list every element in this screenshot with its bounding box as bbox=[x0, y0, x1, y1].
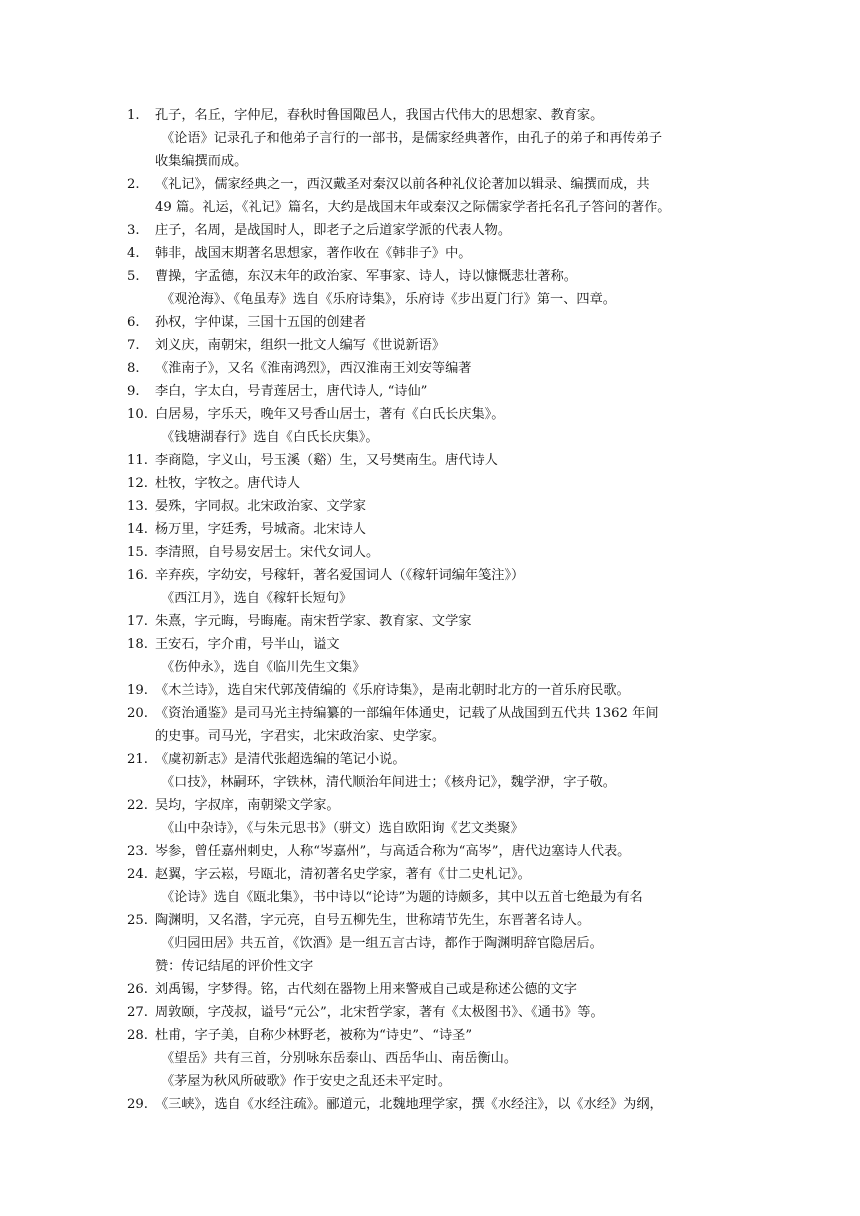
list-item bbox=[0, 909, 860, 932]
list-item-text: 《三峡》，选自《水经注疏》。郦道元，北魏地理学家，撰《水经注》，以《水经》为纲， bbox=[155, 1097, 663, 1112]
list-item-continuation bbox=[0, 426, 860, 449]
list-item-number: 7. bbox=[127, 338, 140, 353]
list-item bbox=[0, 265, 860, 288]
list-item bbox=[0, 173, 860, 196]
list-item-number: 12. bbox=[127, 476, 148, 491]
list-item-text: 韩非，战国末期著名思想家，著作收在《韩非子》中。 bbox=[155, 246, 472, 261]
list-item bbox=[0, 495, 860, 518]
list-item-number: 14. bbox=[127, 522, 148, 537]
list-item-continuation bbox=[0, 886, 860, 909]
list-item bbox=[0, 219, 860, 242]
list-item bbox=[0, 334, 860, 357]
list-item bbox=[0, 748, 860, 771]
list-item-number: 17. bbox=[127, 614, 148, 629]
list-item-number: 13. bbox=[127, 499, 148, 514]
list-item-text: 王安石，字介甫，号半山，谥文 bbox=[155, 637, 340, 652]
list-item-number: 2. bbox=[127, 177, 140, 192]
list-item bbox=[0, 104, 860, 127]
list-item-text: 《望岳》共有三首，分别咏东岳泰山、西岳华山、南岳衡山。 bbox=[161, 1051, 518, 1066]
list-item-number: 16. bbox=[127, 568, 148, 583]
list-item bbox=[0, 1024, 860, 1047]
list-item-text: 《虞初新志》是清代张超选编的笔记小说。 bbox=[155, 752, 406, 767]
list-item-number: 24. bbox=[127, 867, 148, 882]
list-item-text: 陶渊明，又名潜，字元亮，自号五柳先生，世称靖节先生，东晋著名诗人。 bbox=[155, 913, 591, 928]
list-item bbox=[0, 679, 860, 702]
list-item-number: 15. bbox=[127, 545, 148, 560]
list-item-number: 25. bbox=[127, 913, 148, 928]
list-item-text: 赵翼，字云崧，号瓯北，清初著名史学家，著有《廿二史札记》。 bbox=[155, 867, 531, 882]
list-item-number: 19. bbox=[127, 683, 148, 698]
list-item bbox=[0, 610, 860, 633]
list-item-number: 28. bbox=[127, 1028, 148, 1043]
list-item-text: 《论语》记录孔子和他弟子言行的一部书，是儒家经典著作，由孔子的弟子和再传弟子 bbox=[161, 131, 663, 146]
list-item-number: 1. bbox=[127, 108, 140, 123]
list-item-number: 8. bbox=[127, 361, 140, 376]
list-item-number: 18. bbox=[127, 637, 148, 652]
list-item-number: 10. bbox=[127, 407, 148, 422]
list-item-number: 3. bbox=[127, 223, 140, 238]
list-item-text: 周敦颐，字茂叔，谥号“元公”，北宋哲学家，著有《太极图书》、《通书》等。 bbox=[155, 1005, 604, 1020]
list-item bbox=[0, 403, 860, 426]
list-item bbox=[0, 242, 860, 265]
list-item-continuation bbox=[0, 725, 860, 748]
list-item-number: 5. bbox=[127, 269, 140, 284]
list-item-text: 杜牧，字牧之。唐代诗人 bbox=[155, 476, 301, 491]
list-item-number: 11. bbox=[127, 453, 148, 468]
list-item bbox=[0, 311, 860, 334]
list-item bbox=[0, 357, 860, 380]
list-item-number: 22. bbox=[127, 798, 148, 813]
list-item-text: 曹操，字孟德，东汉末年的政治家、军事家、诗人，诗以慷慨悲壮著称。 bbox=[155, 269, 577, 284]
list-item-text: 赞：传记结尾的评价性文字 bbox=[155, 959, 314, 974]
list-item-text: 《资治通鉴》是司马光主持编纂的一部编年体通史，记载了从战国到五代共 1362 年间 bbox=[155, 706, 659, 721]
list-item-continuation bbox=[0, 771, 860, 794]
list-item-text: 《西江月》，选自《稼轩长短句》 bbox=[161, 591, 353, 606]
list-item-number: 23. bbox=[127, 844, 148, 859]
list-item-text: 刘禹锡，字梦得。铭，古代刻在器物上用来警戒自己或是称述公德的文字 bbox=[155, 982, 577, 997]
list-item-text: 杨万里，字廷秀，号城斋。北宋诗人 bbox=[155, 522, 366, 537]
list-item-text: 《口技》，林嗣环，字铁林，清代顺治年间进士；《核舟记》，魏学洢，字子敬。 bbox=[161, 775, 616, 790]
list-item bbox=[0, 472, 860, 495]
list-item-text: 收集编撰而成。 bbox=[155, 154, 248, 169]
notes-list bbox=[0, 104, 860, 1116]
list-item-number: 27. bbox=[127, 1005, 148, 1020]
list-item-number: 20. bbox=[127, 706, 148, 721]
list-item-number: 26. bbox=[127, 982, 148, 997]
list-item bbox=[0, 840, 860, 863]
list-item-text: 李商隐，字义山，号玉溪（谿）生，又号樊南生。唐代诗人 bbox=[155, 453, 498, 468]
list-item-number: 29. bbox=[127, 1097, 148, 1112]
list-item-text: 《礼记》，儒家经典之一，西汉戴圣对秦汉以前各种礼仪论著加以辑录、编撰而成，共 bbox=[155, 177, 650, 192]
list-item-continuation bbox=[0, 587, 860, 610]
list-item-text: 《伤仲永》，选自《临川先生文集》 bbox=[161, 660, 366, 675]
list-item-text: 杜甫，字子美，自称少林野老，被称为“诗史”、“诗圣” bbox=[155, 1028, 473, 1043]
list-item-text: 白居易，字乐天，晚年又号香山居士，著有《白氏长庆集》。 bbox=[155, 407, 505, 422]
list-item-continuation bbox=[0, 817, 860, 840]
list-item-text: 李白，字太白，号青莲居士，唐代诗人, “诗仙” bbox=[155, 384, 428, 399]
list-item-text: 吴均，字叔庠，南朝梁文学家。 bbox=[155, 798, 340, 813]
list-item-number: 4. bbox=[127, 246, 140, 261]
list-item-continuation bbox=[0, 1070, 860, 1093]
list-item bbox=[0, 449, 860, 472]
list-item-text: 刘义庆，南朝宋，组织一批文人编写《世说新语》 bbox=[155, 338, 446, 353]
list-item-text: 的史事。司马光，字君实，北宋政治家、史学家。 bbox=[155, 729, 446, 744]
list-item-continuation bbox=[0, 1047, 860, 1070]
list-item-continuation bbox=[0, 656, 860, 679]
list-item-text: 《山中杂诗》，《与朱元思书》（骈文）选自欧阳询《艺文类聚》 bbox=[161, 821, 524, 836]
list-item-continuation bbox=[0, 127, 860, 150]
list-item-text: 庄子，名周，是战国时人，即老子之后道家学派的代表人物。 bbox=[155, 223, 512, 238]
list-item bbox=[0, 1093, 860, 1116]
list-item-text: 朱熹，字元晦，号晦庵。南宋哲学家、教育家、文学家 bbox=[155, 614, 472, 629]
list-item bbox=[0, 518, 860, 541]
list-item-text: 辛弃疾，字幼安，号稼轩，著名爱国词人（《稼轩词编年笺注》） bbox=[155, 568, 525, 583]
list-item-number: 21. bbox=[127, 752, 148, 767]
list-item bbox=[0, 978, 860, 1001]
list-item bbox=[0, 380, 860, 403]
list-item bbox=[0, 794, 860, 817]
list-item-text: 《观沧海》、《龟虽寿》选自《乐府诗集》，乐府诗《步出夏门行》第一、四章。 bbox=[161, 292, 616, 307]
list-item-text: 49 篇。礼运，《礼记》篇名，大约是战国末年或秦汉之际儒家学者托名孔子答问的著作。 bbox=[155, 200, 671, 215]
list-item-text: 《木兰诗》，选自宋代郭茂倩编的《乐府诗集》，是南北朝时北方的一首乐府民歌。 bbox=[155, 683, 630, 698]
list-item-text: 《论诗》选自《瓯北集》，书中诗以“论诗”为题的诗颇多，其中以五首七绝最为有名 bbox=[161, 890, 643, 905]
list-item-text: 孙权，字仲谋，三国十五国的创建者 bbox=[155, 315, 366, 330]
list-item-text: 《钱塘湖春行》选自《白氏长庆集》。 bbox=[161, 430, 379, 445]
list-item-continuation bbox=[0, 955, 860, 978]
list-item-number: 9. bbox=[127, 384, 140, 399]
list-item bbox=[0, 863, 860, 886]
list-item bbox=[0, 633, 860, 656]
list-item-text: 《茅屋为秋风所破歌》作于安史之乱还未平定时。 bbox=[161, 1074, 452, 1089]
list-item-text: 孔子，名丘，字仲尼，春秋时鲁国陬邑人，我国古代伟大的思想家、教育家。 bbox=[155, 108, 604, 123]
list-item-continuation bbox=[0, 288, 860, 311]
list-item bbox=[0, 1001, 860, 1024]
list-item-text: 岑参，曾任嘉州刺史，人称“岑嘉州”，与高适合称为“高岑”，唐代边塞诗人代表。 bbox=[155, 844, 631, 859]
list-item-text: 《归园田居》共五首，《饮酒》是一组五言古诗，都作于陶渊明辞官隐居后。 bbox=[161, 936, 603, 951]
list-item-continuation bbox=[0, 150, 860, 173]
list-item-text: 李清照，自号易安居士。宋代女词人。 bbox=[155, 545, 380, 560]
list-item bbox=[0, 702, 860, 725]
list-item bbox=[0, 541, 860, 564]
list-item-continuation bbox=[0, 196, 860, 219]
list-item bbox=[0, 564, 860, 587]
list-item-continuation bbox=[0, 932, 860, 955]
list-item-text: 晏殊，字同叔。北宋政治家、文学家 bbox=[155, 499, 366, 514]
list-item-text: 《淮南子》，又名《淮南鸿烈》，西汉淮南王刘安等编著 bbox=[155, 361, 472, 376]
list-item-number: 6. bbox=[127, 315, 140, 330]
